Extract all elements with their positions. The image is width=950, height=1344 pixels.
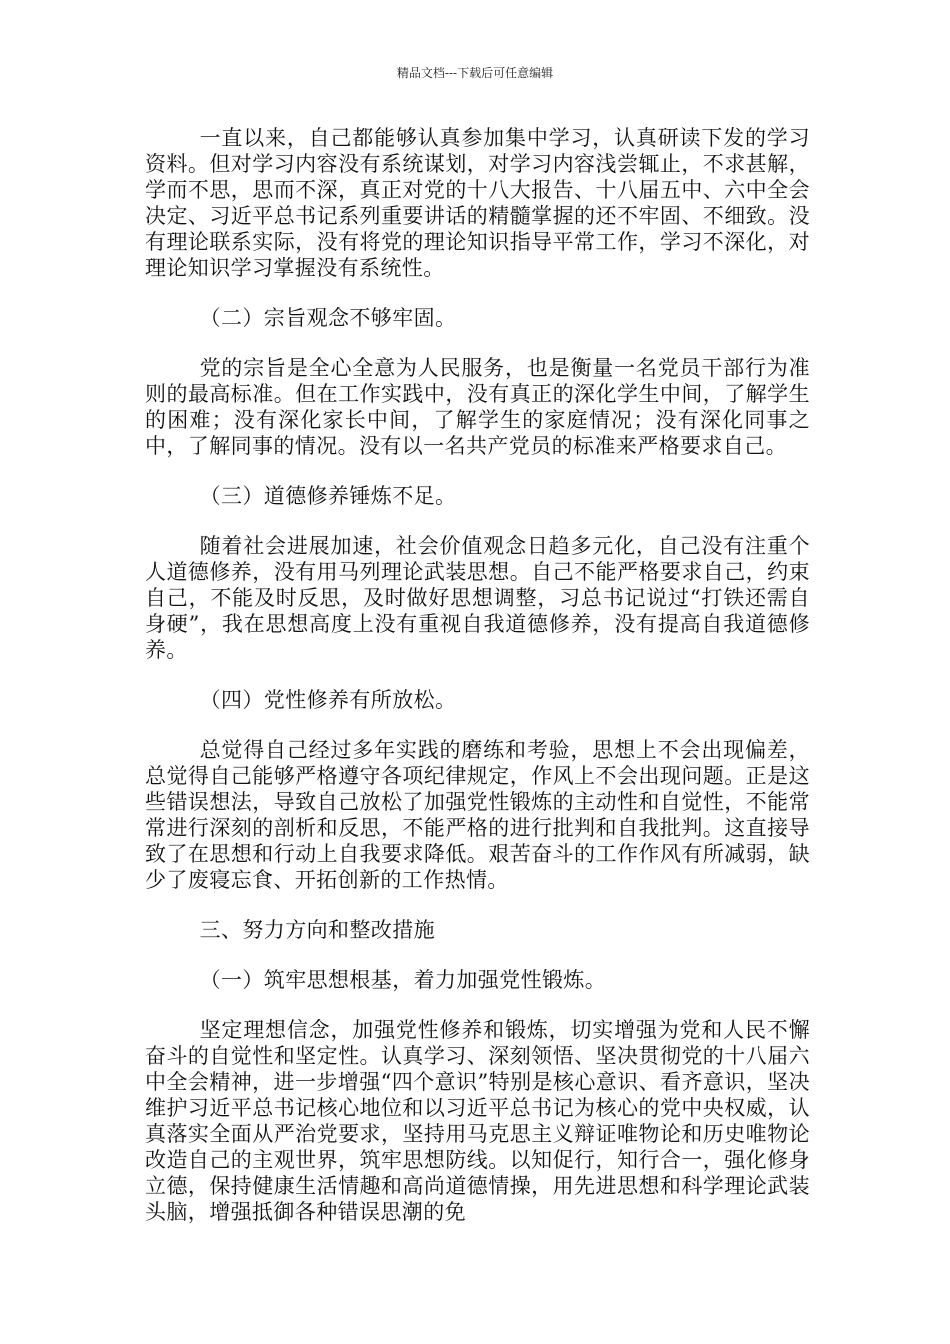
page-header: 精品文档---下载后可任意编辑 <box>396 66 554 80</box>
paragraph: 总觉得自己经过多年实践的磨练和考验，思想上不会出现偏差，总觉得自己能够严格遵守各项纪律规定，作风上不会出现问题。正是这些错误想法，导致自己放松了加强党性锻炼的主动性和自觉性，不能常常进行深刻的剖析和反思，不能严格的进行批判和自我批判。这直接导致了在思想和行动上自我要求降低。艰苦奋斗的工作作风有所减弱，缺少了废寝忘食、开拓创新的工作热情。 <box>145 738 810 892</box>
document-body <box>145 125 810 1225</box>
subsection-heading: （一）筑牢思想根基，着力加强党性锻炼。 <box>199 968 607 992</box>
section-heading: （四）党性修养有所放松。 <box>199 688 457 712</box>
section-heading: （二）宗旨观念不够牢固。 <box>199 306 457 330</box>
section-heading: 三、努力方向和整改措施 <box>199 918 435 942</box>
paragraph: 一直以来，自己都能够认真参加集中学习，认真研读下发的学习资料。但对学习内容没有系统谋划，对学习内容浅尝辄止，不求甚解，学而不思，思而不深，真正对党的十八大报告、十八届五中、六中全会决定、习近平总书记系列重要讲话的精髓掌握的还不牢固、不细致。没有理论联系实际，没有将党的理论知识指导平常工作，学习不深化，对理论知识学习掌握没有系统性。 <box>145 126 810 280</box>
section-heading: （三）道德修养锤炼不足。 <box>199 484 457 508</box>
paragraph: 随着社会进展加速，社会价值观念日趋多元化，自己没有注重个人道德修养，没有用马列理论武装思想。自己不能严格要求自己，约束自己，不能及时反思，及时做好思想调整，习总书记说过“打铁还需自身硬”，我在思想高度上没有重视自我道德修养，没有提高自我道德修养。 <box>145 534 810 662</box>
paragraph: 坚定理想信念，加强党性修养和锻炼，切实增强为党和人民不懈奋斗的自觉性和坚定性。认真学习、深刻领悟、坚决贯彻党的十八届六中全会精神，进一步增强“四个意识”特别是核心意识、看齐意识，坚决维护习近平总书记核心地位和以习近平总书记为核心的党中央权威，认真落实全面从严治党要求，坚持用马克思主义辩证唯物论和历史唯物论改造自己的主观世界，筑牢思想防线。以知促行，知行合一，强化修身立德，保持健康生活情趣和高尚道德情操，用先进思想和科学理论武装头脑，增强抵御各种错误思潮的免 <box>145 1018 810 1224</box>
paragraph: 党的宗旨是全心全意为人民服务，也是衡量一名党员干部行为准则的最高标准。但在工作实践中，没有真正的深化学生中间，了解学生的困难；没有深化家长中间，了解学生的家庭情况；没有深化同事之中，了解同事的情况。没有以一名共产党员的标准来严格要求自己。 <box>145 356 810 458</box>
